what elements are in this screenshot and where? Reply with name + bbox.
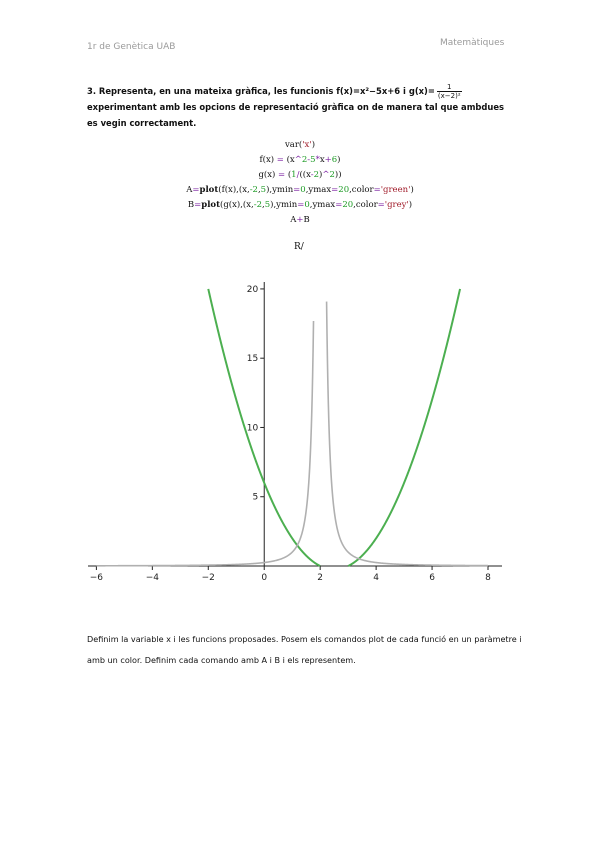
code-token: B bbox=[303, 215, 310, 225]
code-token: 2 bbox=[301, 155, 308, 165]
code-token: g(x) bbox=[258, 170, 279, 180]
code-token: 0 bbox=[304, 200, 310, 210]
code-token: = bbox=[331, 185, 339, 195]
answer-label: R/ bbox=[294, 242, 304, 252]
exercise-text-part2: experimentant amb les opcions de representació gràfica on de manera tal que ambdues es vegin correctament. bbox=[87, 102, 505, 128]
header-course: 1r de Genètica UAB bbox=[87, 42, 176, 52]
code-token: ^ bbox=[322, 170, 330, 180]
code-token: ) bbox=[311, 140, 316, 150]
code-line bbox=[150, 168, 450, 183]
header-subject: Matemàtiques bbox=[440, 38, 505, 48]
code-token: = bbox=[297, 200, 305, 210]
y-tick-label: 20 bbox=[246, 284, 259, 295]
code-token: 'grey' bbox=[384, 200, 409, 210]
code-token: 1 bbox=[291, 170, 297, 180]
code-token: 2 bbox=[313, 170, 320, 180]
code-token: , bbox=[262, 200, 265, 210]
code-token: ,color bbox=[349, 185, 374, 195]
code-token: ),ymin bbox=[270, 200, 298, 210]
code-line bbox=[150, 183, 450, 198]
code-token: ,color bbox=[353, 200, 378, 210]
code-token: = bbox=[278, 170, 286, 180]
code-token: = bbox=[276, 155, 284, 165]
code-line bbox=[150, 198, 450, 213]
code-block bbox=[150, 138, 450, 228]
code-line bbox=[150, 153, 450, 168]
x-tick-label: −4 bbox=[145, 573, 159, 583]
code-token: ) bbox=[337, 155, 341, 165]
x-tick-label: −2 bbox=[201, 573, 215, 583]
x-tick-label: 8 bbox=[485, 573, 491, 583]
code-token: + bbox=[296, 215, 304, 225]
code-token: ((x bbox=[299, 170, 311, 180]
x-tick-label: 4 bbox=[373, 573, 379, 583]
code-line bbox=[150, 138, 450, 153]
explanation-text: Definim la variable x i les funcions proposades. Posem els comandos plot de cada funció en un paràmetre i amb un color. Definim cada comando amb A i B i els representem. bbox=[87, 634, 522, 665]
code-token: ),ymin bbox=[266, 185, 294, 195]
code-token: / bbox=[296, 170, 300, 180]
code-token: ,ymax bbox=[305, 185, 332, 195]
code-token: ^ bbox=[294, 155, 302, 165]
series-f-curve bbox=[348, 289, 460, 566]
fraction-denominator: (x−2)² bbox=[437, 92, 461, 100]
code-token: 5 bbox=[310, 155, 316, 165]
y-tick-label: 10 bbox=[246, 423, 259, 434]
code-token: B bbox=[187, 200, 195, 210]
code-token: = bbox=[335, 200, 343, 210]
code-token: A bbox=[290, 215, 297, 225]
code-token: f(x) bbox=[259, 155, 277, 165]
code-token: ,ymax bbox=[309, 200, 336, 210]
code-token: plot bbox=[201, 200, 221, 210]
code-token: ) bbox=[319, 170, 323, 180]
code-token: = bbox=[192, 185, 200, 195]
code-token: 6 bbox=[331, 155, 338, 165]
code-token: = bbox=[377, 200, 385, 210]
exercise-statement bbox=[87, 83, 517, 131]
code-token: 'green' bbox=[380, 185, 411, 195]
code-token: 5 bbox=[264, 200, 271, 210]
series-g-curve bbox=[96, 321, 313, 566]
x-tick-label: 2 bbox=[317, 573, 324, 583]
series-g-curve bbox=[327, 302, 488, 566]
code-token: var( bbox=[284, 140, 303, 150]
y-tick-label: 15 bbox=[246, 354, 259, 365]
fraction-g bbox=[437, 83, 462, 100]
code-token: - bbox=[310, 170, 314, 180]
code-token: 2 bbox=[329, 170, 335, 180]
code-token: -2 bbox=[249, 185, 258, 195]
code-token: )) bbox=[334, 170, 342, 180]
code-line bbox=[150, 213, 450, 228]
code-token: -2 bbox=[253, 200, 263, 210]
exercise-number: 3. bbox=[87, 86, 97, 96]
code-token: 20 bbox=[342, 200, 354, 210]
code-token: ( bbox=[285, 170, 292, 180]
code-token: (f(x),(x, bbox=[218, 185, 250, 195]
code-token: ) bbox=[410, 185, 414, 195]
code-token: plot bbox=[199, 185, 219, 195]
code-token: (g(x),(x, bbox=[220, 200, 254, 210]
code-token: 5 bbox=[260, 185, 267, 195]
code-token: = bbox=[373, 185, 381, 195]
code-token: 'x' bbox=[302, 140, 312, 150]
code-token: - bbox=[307, 155, 311, 165]
code-token: ) bbox=[408, 200, 413, 210]
code-token: (x bbox=[283, 155, 295, 165]
code-token: + bbox=[324, 155, 332, 165]
code-token: 0 bbox=[300, 185, 306, 195]
y-tick-label: 5 bbox=[252, 492, 259, 503]
code-token: 20 bbox=[338, 185, 350, 195]
code-token: = bbox=[194, 200, 202, 210]
fraction-numerator: 1 bbox=[437, 83, 462, 92]
exercise-text-part1: Representa, en una mateixa gràfica, les funcionis f(x)=x²−5x+6 i g(x)= bbox=[96, 86, 435, 96]
code-token: A bbox=[186, 185, 193, 195]
code-token: , bbox=[257, 185, 261, 195]
function-plot bbox=[88, 280, 508, 590]
code-token: * bbox=[315, 155, 320, 165]
code-token: x bbox=[319, 155, 325, 165]
x-tick-label: 0 bbox=[261, 573, 268, 583]
x-tick-label: −6 bbox=[89, 573, 104, 583]
code-token: = bbox=[293, 185, 301, 195]
x-tick-label: 6 bbox=[429, 573, 435, 583]
